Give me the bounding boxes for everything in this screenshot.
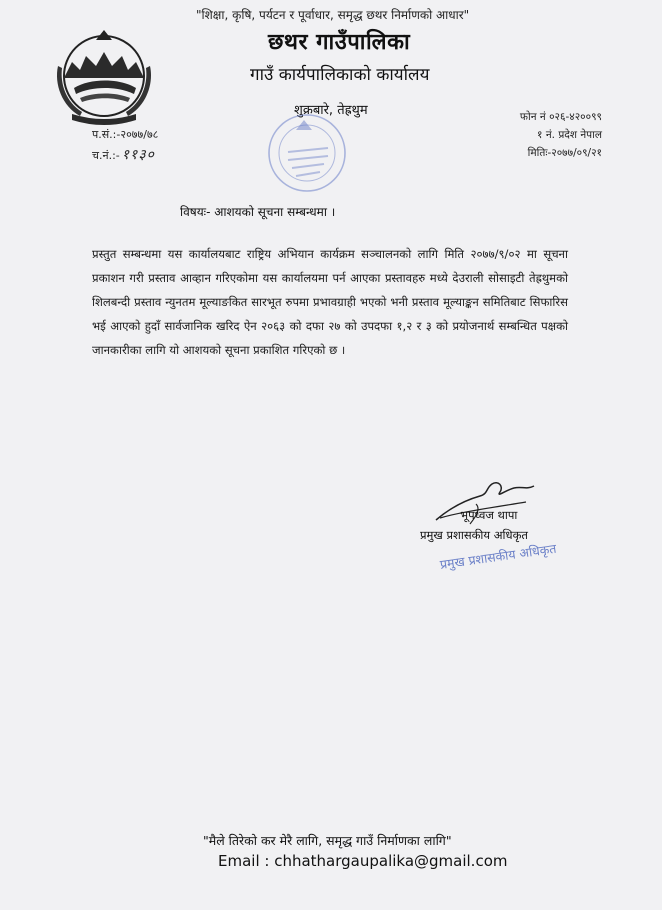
office-location: शुक्रबारे, तेह्रथुम	[294, 103, 368, 118]
phone-number: फोन नं ०२६-४२००९९	[519, 111, 602, 123]
cn-row	[92, 145, 158, 166]
signer-title: प्रमुख प्रशासकीय अधिकृत	[420, 528, 528, 542]
letter-subject: विषयः- आशयको सूचना सम्बन्धमा ।	[180, 205, 336, 219]
contact-block	[520, 108, 602, 162]
signer-seal: प्रमुख प्रशासकीय अधिकृत	[438, 540, 558, 572]
letter-date: मितिः-२०७७/०९/२१	[527, 147, 602, 159]
footer-slogan: "मैले तिरेको कर मेरै लागि, समृद्ध गाउँ निर्माणका लागि"	[203, 833, 452, 848]
office-subtitle: गाउँ कार्यपालिकाको कार्यालय	[250, 65, 430, 85]
government-emblem-icon	[50, 26, 158, 126]
office-stamp-icon	[262, 108, 352, 198]
reference-block	[92, 125, 158, 166]
office-name: छथर गाउँपालिका	[268, 30, 411, 55]
province: १ नं. प्रदेश नेपाल	[537, 129, 602, 141]
cn-label: च.नं.:-	[92, 149, 120, 162]
letter-body: प्रस्तुत सम्बन्धमा यस कार्यालयबाट राष्ट्रिय अभियान कार्यक्रम सञ्चालनको लागि मिति २०७७/९/०२ मा सूचना प्रकाशन गरी प्रस्ताव आव्हान गरिएकोमा यस कार्यालयमा पर्न आएका प्रस्तावहरु मध्ये देउराली सोसाइटी तेह्रथुमको शिलबन्दी प्रस्ताव न्युनतम मूल्याङकित सारभूत रुपमा प्रभावग्राही भएको भनी प्रस्ताव मूल्याङ्कन समितिबाट सिफारिस भई आएको हुदाँ सार्वजानिक खरिद ऐन २०६३ को दफा २७ को उपदफा १,२ र ३ को प्रयोजनार्थ सम्बन्धित पक्षको जानकारीका लागि यो आशयको सूचना प्रकाशित गरिएको छ ।	[92, 247, 568, 357]
footer-email: Email : chhathargaupalika@gmail.com	[218, 852, 508, 870]
cn-handwritten-value: ११३०	[121, 147, 155, 163]
header-slogan: "शिक्षा, कृषि, पर्यटन र पूर्वाधार, समृद्ध छथर निर्माणको आधार"	[196, 8, 470, 22]
ps-number: प.सं.:-२०७७/७८	[92, 128, 159, 141]
signer-name: भूपध्वज थापा	[460, 508, 518, 522]
